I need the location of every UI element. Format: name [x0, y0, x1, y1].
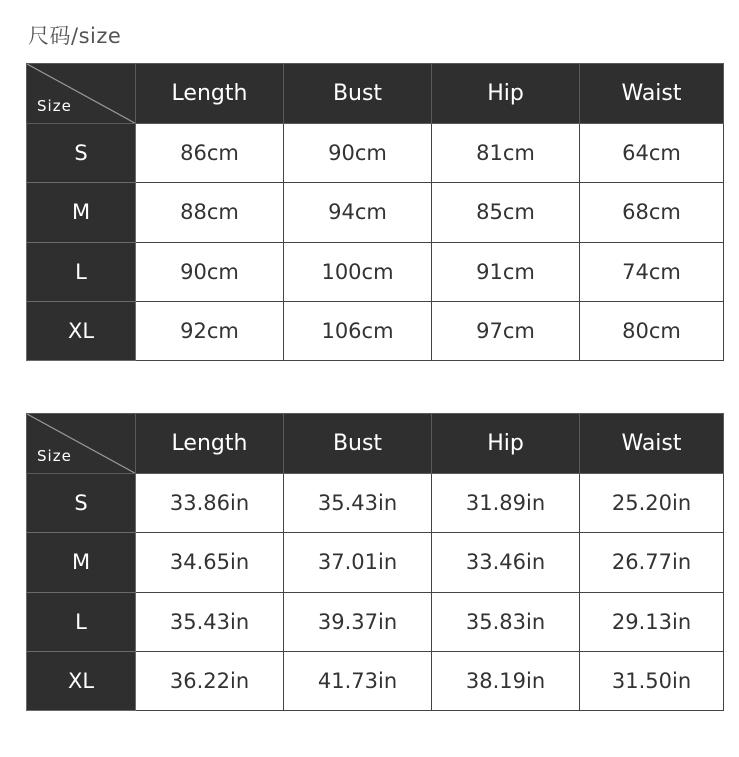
header-bust: Bust [284, 64, 432, 124]
cell-length: 86cm [136, 124, 284, 183]
header-waist: Waist [580, 64, 724, 124]
cell-bust: 39.37in [284, 592, 432, 651]
cell-waist: 25.20in [580, 474, 724, 533]
cell-length: 33.86in [136, 474, 284, 533]
cell-length: 92cm [136, 301, 284, 360]
cell-waist: 74cm [580, 242, 724, 301]
cell-bust: 35.43in [284, 474, 432, 533]
cell-hip: 81cm [432, 124, 580, 183]
corner-cell [27, 414, 136, 474]
cell-waist: 80cm [580, 301, 724, 360]
cell-waist: 29.13in [580, 592, 724, 651]
table-row [27, 592, 724, 651]
row-size-label: XL [27, 301, 136, 360]
cell-waist: 68cm [580, 183, 724, 242]
table-row [27, 651, 724, 710]
cell-hip: 38.19in [432, 651, 580, 710]
cell-bust: 41.73in [284, 651, 432, 710]
header-length: Length [136, 414, 284, 474]
row-size-label: L [27, 592, 136, 651]
table-row [27, 242, 724, 301]
header-waist: Waist [580, 414, 724, 474]
header-length: Length [136, 64, 284, 124]
cell-bust: 100cm [284, 242, 432, 301]
table-row [27, 301, 724, 360]
corner-label: Size [37, 447, 72, 466]
row-size-label: M [27, 533, 136, 592]
table-header-row [27, 64, 724, 124]
corner-cell [27, 64, 136, 124]
row-size-label: S [27, 124, 136, 183]
table-row [27, 533, 724, 592]
table-row [27, 474, 724, 533]
corner-label: Size [37, 97, 72, 116]
table-row [27, 124, 724, 183]
cell-length: 90cm [136, 242, 284, 301]
cell-hip: 35.83in [432, 592, 580, 651]
header-hip: Hip [432, 414, 580, 474]
table-header-row [27, 414, 724, 474]
header-bust: Bust [284, 414, 432, 474]
row-size-label: S [27, 474, 136, 533]
cell-hip: 31.89in [432, 474, 580, 533]
cell-hip: 91cm [432, 242, 580, 301]
size-table-cm [26, 63, 724, 361]
row-size-label: M [27, 183, 136, 242]
table-row [27, 183, 724, 242]
cell-bust: 37.01in [284, 533, 432, 592]
cell-length: 35.43in [136, 592, 284, 651]
size-table-in [26, 413, 724, 711]
page-title: 尺码/size [28, 24, 122, 48]
cell-hip: 85cm [432, 183, 580, 242]
cell-hip: 97cm [432, 301, 580, 360]
cell-bust: 90cm [284, 124, 432, 183]
header-hip: Hip [432, 64, 580, 124]
cell-waist: 64cm [580, 124, 724, 183]
cell-length: 34.65in [136, 533, 284, 592]
cell-bust: 106cm [284, 301, 432, 360]
cell-length: 88cm [136, 183, 284, 242]
row-size-label: XL [27, 651, 136, 710]
cell-waist: 31.50in [580, 651, 724, 710]
cell-length: 36.22in [136, 651, 284, 710]
cell-hip: 33.46in [432, 533, 580, 592]
row-size-label: L [27, 242, 136, 301]
cell-waist: 26.77in [580, 533, 724, 592]
cell-bust: 94cm [284, 183, 432, 242]
